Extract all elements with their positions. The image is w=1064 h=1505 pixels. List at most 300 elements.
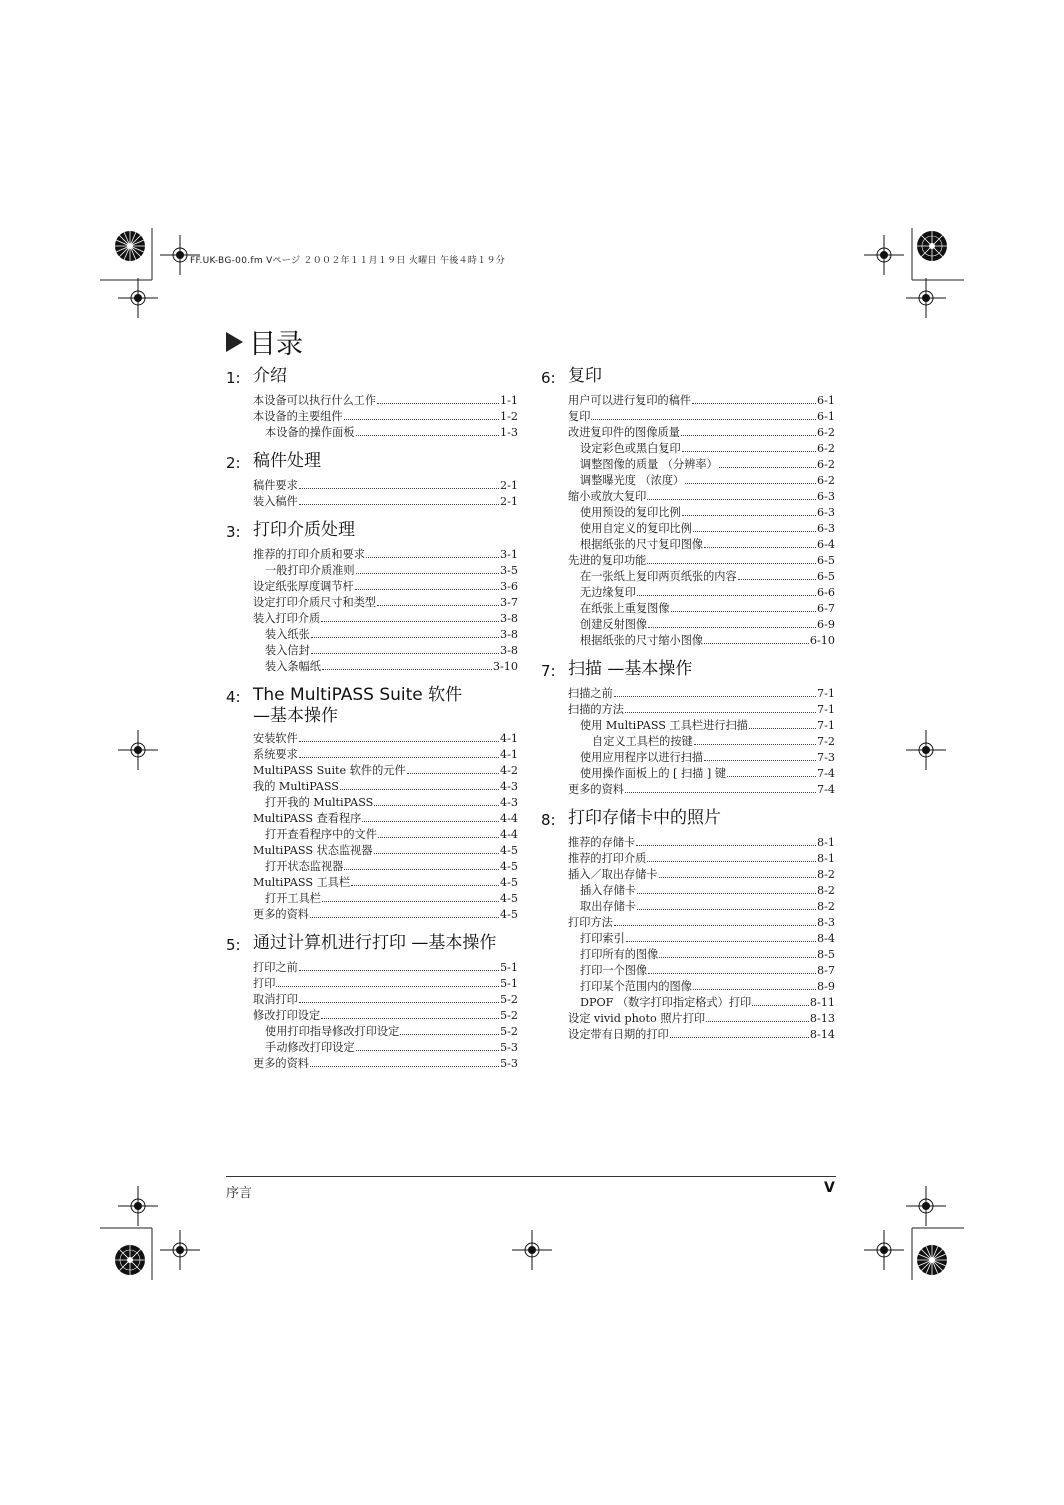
toc-chapter: [226, 520, 518, 675]
toc-entry-page: 8-5: [816, 948, 835, 961]
toc-entry-title: 使用预设的复印比例: [580, 506, 681, 519]
dot-leader: [400, 1025, 499, 1035]
toc-entry[interactable]: [541, 734, 835, 750]
toc-entry-title: 用户可以进行复印的稿件: [568, 394, 692, 407]
chapter-number: 8:: [541, 811, 556, 829]
toc-entry[interactable]: [541, 553, 835, 569]
dot-leader: [311, 644, 499, 654]
toc-entry-page: 3-6: [499, 580, 518, 593]
toc-entry-page: 7-1: [816, 687, 835, 700]
toc-entry[interactable]: [226, 627, 518, 643]
toc-entry-title: 在一张纸上复印两页纸张的内容: [580, 570, 737, 583]
chapter-title: [253, 520, 518, 543]
dot-leader: [322, 892, 499, 902]
chapter-title-line: 打印介质处理: [253, 520, 355, 540]
dot-leader: [310, 1057, 499, 1067]
toc-entry[interactable]: [541, 782, 835, 798]
toc-entry-title: 设定 vivid photo 照片打印: [568, 1012, 706, 1025]
starburst-target-icon: [114, 1244, 146, 1276]
dot-leader: [310, 908, 499, 918]
dot-leader: [374, 844, 499, 854]
toc-entry-page: 6-7: [816, 602, 835, 615]
dot-leader: [704, 751, 816, 761]
toc-entry-page: 3-8: [499, 644, 518, 657]
toc-entry[interactable]: [541, 963, 835, 979]
chapter-heading: [541, 366, 835, 389]
chapter-number: 2:: [226, 454, 241, 472]
toc-entry-title: 打印: [253, 977, 276, 990]
toc-entry-title: 插入存储卡: [580, 884, 636, 897]
toc-entry[interactable]: [226, 731, 518, 747]
toc-entry-page: 6-4: [816, 538, 835, 551]
toc-entry-title: 推荐的打印介质: [568, 852, 647, 865]
toc-entry[interactable]: [541, 505, 835, 521]
chapter-number: 7:: [541, 662, 556, 680]
toc-entry-page: 6-5: [816, 570, 835, 583]
dot-leader: [344, 860, 499, 870]
dot-leader: [377, 596, 499, 606]
chapter-title-line: 扫描 —基本操作: [568, 659, 693, 679]
triangle-bullet-icon: [226, 332, 243, 352]
toc-entry[interactable]: [226, 659, 518, 675]
dot-leader: [685, 474, 816, 484]
dot-leader: [321, 612, 499, 622]
toc-entry-page: 6-2: [816, 426, 835, 439]
chapter-title: [568, 366, 835, 389]
toc-entry[interactable]: [541, 441, 835, 457]
toc-entry[interactable]: [541, 995, 835, 1011]
toc-entry-page: 6-10: [809, 634, 835, 647]
dot-leader: [299, 961, 499, 971]
toc-entry[interactable]: [226, 907, 518, 923]
dot-leader: [648, 964, 816, 974]
dot-leader: [626, 932, 816, 942]
toc-entry-page: 2-1: [499, 479, 518, 492]
page-title-text: 目录: [249, 329, 303, 360]
toc-entry[interactable]: [226, 425, 518, 441]
dot-leader: [647, 554, 816, 564]
toc-entry[interactable]: [226, 563, 518, 579]
toc-entry[interactable]: [226, 478, 518, 494]
toc-entry-title: 打印索引: [580, 932, 625, 945]
toc-entry-page: 2-1: [499, 495, 518, 508]
toc-entry-title: 调整曝光度 （浓度）: [580, 474, 685, 487]
toc-entry[interactable]: [541, 750, 835, 766]
toc-entry-page: 4-5: [499, 892, 518, 905]
dot-leader: [693, 980, 816, 990]
toc-entry[interactable]: [226, 779, 518, 795]
toc-entry-title: 更多的资料: [568, 783, 624, 796]
page-title: [226, 322, 303, 361]
toc-entry-page: 8-11: [809, 996, 835, 1009]
toc-entry[interactable]: [541, 585, 835, 601]
toc-entry[interactable]: [541, 601, 835, 617]
toc-entry-page: 3-10: [492, 660, 518, 673]
dot-leader: [727, 767, 816, 777]
toc-entry-title: 创建反射图像: [580, 618, 648, 631]
toc-entry-page: 4-3: [499, 780, 518, 793]
toc-entry-title: 扫描的方法: [568, 703, 624, 716]
dot-leader: [374, 796, 499, 806]
toc-entry-page: 8-2: [816, 900, 835, 913]
dot-leader: [321, 1009, 499, 1019]
toc-entry[interactable]: [541, 979, 835, 995]
toc-entry-page: 6-3: [816, 522, 835, 535]
chapter-title-line: 复印: [568, 366, 602, 386]
toc-entry[interactable]: [226, 494, 518, 510]
toc-entry-title: 手动修改打印设定: [265, 1041, 355, 1054]
starburst-target-icon: [916, 230, 948, 262]
toc-entry-title: 设定带有日期的打印: [568, 1028, 669, 1041]
toc-entry[interactable]: [541, 1027, 835, 1043]
toc-entry-page: 4-5: [499, 876, 518, 889]
toc-entry-page: 8-2: [816, 868, 835, 881]
toc-entry-page: 7-1: [816, 719, 835, 732]
toc-chapter: [226, 685, 518, 923]
toc-entry[interactable]: [226, 611, 518, 627]
toc-entry-title: 使用 MultiPASS 工具栏进行扫描: [580, 719, 748, 732]
toc-entry-page: 3-8: [499, 612, 518, 625]
toc-entry-title: 使用操作面板上的 [ 扫描 ] 键: [580, 767, 727, 780]
toc-entry-page: 4-2: [499, 764, 518, 777]
toc-entry[interactable]: [541, 851, 835, 867]
dot-leader: [681, 426, 816, 436]
toc-entry-title: 打印之前: [253, 961, 298, 974]
toc-entry[interactable]: [226, 747, 518, 763]
crosshair-icon: [906, 278, 946, 318]
chapter-number: 4:: [226, 688, 241, 706]
toc-entry-title: 修改打印设定: [253, 1009, 321, 1022]
toc-entry[interactable]: [541, 521, 835, 537]
dot-leader: [659, 948, 816, 958]
starburst-target-icon: [114, 230, 146, 262]
toc-entry[interactable]: [226, 859, 518, 875]
dot-leader: [299, 479, 499, 489]
dot-leader: [694, 735, 816, 745]
toc-entry-page: 8-13: [809, 1012, 835, 1025]
toc-entry-page: 8-4: [816, 932, 835, 945]
dot-leader: [648, 618, 816, 628]
toc-entry[interactable]: [541, 537, 835, 553]
dot-leader: [738, 570, 816, 580]
dot-leader: [682, 442, 816, 452]
dot-leader: [692, 394, 816, 404]
toc-entry-title: 推荐的打印介质和要求: [253, 548, 365, 561]
toc-entry-title: 更多的资料: [253, 1057, 309, 1070]
toc-entry-page: 1-1: [499, 394, 518, 407]
toc-entry-title: 装入稿件: [253, 495, 298, 508]
crosshair-icon: [864, 235, 904, 275]
toc-entry[interactable]: [541, 931, 835, 947]
toc-entry[interactable]: [226, 1024, 518, 1040]
chapter-heading: [226, 933, 518, 956]
toc-entry-title: 打印一个图像: [580, 964, 648, 977]
dot-leader: [749, 719, 816, 729]
toc-entry-page: 3-1: [499, 548, 518, 561]
dot-leader: [299, 495, 499, 505]
toc-entry[interactable]: [226, 393, 518, 409]
toc-entry[interactable]: [541, 702, 835, 718]
dot-leader: [299, 993, 499, 1003]
dot-leader: [625, 703, 816, 713]
toc-entry[interactable]: [226, 811, 518, 827]
toc-entry[interactable]: [226, 595, 518, 611]
toc-entry-title: 我的 MultiPASS: [253, 780, 339, 793]
toc-entry-page: 8-1: [816, 852, 835, 865]
dot-leader: [752, 996, 809, 1006]
toc-chapter: [541, 808, 835, 1043]
chapter-title-line: 稿件处理: [253, 451, 321, 471]
toc-entry-title: 插入／取出存储卡: [568, 868, 658, 881]
toc-entry-title: 根据纸张的尺寸缩小图像: [580, 634, 704, 647]
crosshair-icon: [118, 1186, 158, 1226]
toc-entry[interactable]: [541, 718, 835, 734]
toc-entry-title: 装入纸张: [265, 628, 310, 641]
toc-entry[interactable]: [226, 1040, 518, 1056]
footer-rule: [226, 1176, 836, 1177]
toc-entry-title: MultiPASS 状态监视器: [253, 844, 373, 857]
chapter-title: [568, 659, 835, 682]
toc-entry-page: 4-4: [499, 812, 518, 825]
chapter-number: 3:: [226, 523, 241, 541]
chapter-title-line: —基本操作: [253, 706, 338, 726]
dot-leader: [625, 783, 816, 793]
dot-leader: [647, 490, 816, 500]
toc-entry[interactable]: [541, 633, 835, 649]
toc-entry-page: 4-1: [499, 748, 518, 761]
toc-entry-title: MultiPASS 查看程序: [253, 812, 362, 825]
crosshair-icon: [864, 1230, 904, 1270]
toc-entry-title: 稿件要求: [253, 479, 298, 492]
toc-chapter: [226, 366, 518, 441]
dot-leader: [704, 634, 809, 644]
print-slug: FF.UK-BG-00.fm Vページ ２００２年１１月１９日 火曜日 午後４時１９分: [190, 256, 506, 266]
dot-leader: [636, 836, 816, 846]
toc-entry[interactable]: [541, 867, 835, 883]
toc-chapter: [541, 366, 835, 649]
toc-column-right: [541, 366, 835, 1053]
toc-entry-title: 安装软件: [253, 732, 298, 745]
toc-entry-page: 8-3: [816, 916, 835, 929]
toc-entry-title: 一般打印介质准则: [265, 564, 355, 577]
toc-entry-title: 无边缘复印: [580, 586, 636, 599]
toc-entry-page: 8-1: [816, 836, 835, 849]
chapter-title-line: The MultiPASS Suite 软件: [253, 685, 463, 705]
toc-entry[interactable]: [541, 835, 835, 851]
dot-leader: [693, 522, 816, 532]
dot-leader: [378, 828, 499, 838]
toc-entry[interactable]: [226, 547, 518, 563]
chapter-title: [253, 685, 518, 727]
toc-entry[interactable]: [226, 960, 518, 976]
dot-leader: [614, 687, 816, 697]
toc-entry[interactable]: [541, 766, 835, 782]
toc-entry-page: 5-2: [499, 1025, 518, 1038]
toc-entry-page: 6-1: [816, 394, 835, 407]
chapter-title: [253, 933, 518, 956]
toc-entry-title: 使用自定义的复印比例: [580, 522, 692, 535]
toc-entry[interactable]: [226, 409, 518, 425]
toc-entry[interactable]: [541, 686, 835, 702]
toc-entry-title: 本设备可以执行什么工作: [253, 394, 377, 407]
toc-entry-title: 设定纸张厚度调节杆: [253, 580, 354, 593]
toc-entry[interactable]: [541, 1011, 835, 1027]
chapter-heading: [226, 685, 518, 727]
dot-leader: [276, 977, 499, 987]
toc-entry[interactable]: [541, 457, 835, 473]
chapter-number: 1:: [226, 369, 241, 387]
toc-entry[interactable]: [541, 617, 835, 633]
toc-entry-title: 复印: [568, 410, 591, 423]
toc-entry-page: 7-1: [816, 703, 835, 716]
dot-leader: [356, 426, 499, 436]
toc-entry-title: 更多的资料: [253, 908, 309, 921]
toc-entry-page: 6-2: [816, 474, 835, 487]
crosshair-icon: [118, 278, 158, 318]
dot-leader: [356, 1041, 499, 1051]
dot-leader: [355, 580, 499, 590]
toc-entry-title: 打开状态监视器: [265, 860, 344, 873]
dot-leader: [377, 394, 499, 404]
toc-entry-page: 8-14: [809, 1028, 835, 1041]
footer-page-number: V: [824, 1180, 835, 1196]
toc-entry-title: 在纸张上重复图像: [580, 602, 670, 615]
dot-leader: [637, 900, 816, 910]
toc-entry-title: 打印某个范围内的图像: [580, 980, 692, 993]
chapter-title-line: 通过计算机进行打印 —基本操作: [253, 933, 497, 953]
toc-entry-title: 打印所有的图像: [580, 948, 659, 961]
toc-entry[interactable]: [541, 947, 835, 963]
toc-entry[interactable]: [541, 883, 835, 899]
toc-entry-title: DPOF （数字打印指定格式）打印: [580, 996, 752, 1009]
chapter-number: 5:: [226, 936, 241, 954]
toc-entry-title: 使用打印指导修改打印设定: [265, 1025, 400, 1038]
dot-leader: [719, 458, 816, 468]
starburst-target-icon: [916, 1244, 948, 1276]
toc-entry-title: 打开我的 MultiPASS: [265, 796, 374, 809]
toc-entry-page: 3-8: [499, 628, 518, 641]
crosshair-icon: [160, 1230, 200, 1270]
toc-entry-title: 打开查看程序中的文件: [265, 828, 377, 841]
toc-entry-page: 5-2: [499, 1009, 518, 1022]
dot-leader: [670, 1028, 809, 1038]
toc-entry[interactable]: [541, 409, 835, 425]
chapter-heading: [226, 451, 518, 474]
crosshair-icon: [906, 730, 946, 770]
toc-entry-page: 6-3: [816, 506, 835, 519]
toc-entry[interactable]: [226, 843, 518, 859]
toc-entry-title: 根据纸张的尺寸复印图像: [580, 538, 704, 551]
toc-entry[interactable]: [226, 875, 518, 891]
crosshair-icon: [512, 1230, 552, 1270]
toc-entry-page: 6-5: [816, 554, 835, 567]
dot-leader: [340, 780, 499, 790]
toc-entry-page: 3-5: [499, 564, 518, 577]
toc-entry[interactable]: [226, 763, 518, 779]
toc-entry-page: 8-2: [816, 884, 835, 897]
toc-entry[interactable]: [541, 899, 835, 915]
dot-leader: [344, 410, 499, 420]
dot-leader: [637, 884, 816, 894]
toc-entry[interactable]: [226, 827, 518, 843]
toc-entry-title: 取出存储卡: [580, 900, 636, 913]
toc-entry-title: 装入信封: [265, 644, 310, 657]
toc-entry[interactable]: [226, 1056, 518, 1072]
toc-entry[interactable]: [226, 891, 518, 907]
chapter-title: [253, 366, 518, 389]
toc-entry-page: 7-4: [816, 767, 835, 780]
chapter-heading: [226, 366, 518, 389]
chapter-title: [568, 808, 835, 831]
dot-leader: [322, 660, 492, 670]
chapter-heading: [226, 520, 518, 543]
toc-entry-page: 1-2: [499, 410, 518, 423]
toc-entry-page: 7-4: [816, 783, 835, 796]
toc-entry-page: 4-5: [499, 908, 518, 921]
toc-chapter: [226, 451, 518, 510]
toc-entry-page: 4-5: [499, 860, 518, 873]
toc-entry-title: 本设备的主要组件: [253, 410, 343, 423]
dot-leader: [299, 748, 499, 758]
toc-entry-title: 扫描之前: [568, 687, 613, 700]
toc-entry[interactable]: [226, 579, 518, 595]
dot-leader: [706, 1012, 809, 1022]
toc-entry-title: 装入条幅纸: [265, 660, 321, 673]
toc-chapter: [541, 659, 835, 798]
dot-leader: [671, 602, 816, 612]
toc-entry-page: 4-1: [499, 732, 518, 745]
dot-leader: [659, 868, 816, 878]
toc-entry[interactable]: [541, 569, 835, 585]
dot-leader: [614, 916, 816, 926]
toc-entry[interactable]: [541, 425, 835, 441]
toc-entry[interactable]: [226, 992, 518, 1008]
toc-entry[interactable]: [226, 976, 518, 992]
toc-entry[interactable]: [226, 795, 518, 811]
chapter-heading: [541, 659, 835, 682]
toc-entry-page: 6-6: [816, 586, 835, 599]
crosshair-icon: [906, 1186, 946, 1226]
toc-entry-title: 先进的复印功能: [568, 554, 647, 567]
toc-entry-page: 5-2: [499, 993, 518, 1006]
toc-entry[interactable]: [541, 915, 835, 931]
toc-entry-page: 8-9: [816, 980, 835, 993]
toc-entry-title: MultiPASS Suite 软件的元件: [253, 764, 406, 777]
toc-entry-title: MultiPASS 工具栏: [253, 876, 351, 889]
toc-entry[interactable]: [226, 1008, 518, 1024]
toc-entry-title: 改进复印件的图像质量: [568, 426, 680, 439]
toc-entry-page: 4-3: [499, 796, 518, 809]
toc-entry-page: 7-2: [816, 735, 835, 748]
toc-entry-page: 6-9: [816, 618, 835, 631]
toc-entry-title: 缩小或放大复印: [568, 490, 647, 503]
toc-entry-title: 推荐的存储卡: [568, 836, 636, 849]
toc-entry[interactable]: [541, 393, 835, 409]
dot-leader: [682, 506, 816, 516]
toc-entry-page: 3-7: [499, 596, 518, 609]
toc-entry-title: 本设备的操作面板: [265, 426, 355, 439]
chapter-number: 6:: [541, 369, 556, 387]
footer-section-label: 序言: [226, 1186, 253, 1201]
dot-leader: [637, 586, 816, 596]
dot-leader: [704, 538, 816, 548]
toc-entry[interactable]: [541, 489, 835, 505]
crosshair-icon: [118, 730, 158, 770]
toc-entry[interactable]: [541, 473, 835, 489]
toc-entry-title: 取消打印: [253, 993, 298, 1006]
chapter-title-line: 介绍: [253, 366, 287, 386]
toc-entry[interactable]: [226, 643, 518, 659]
